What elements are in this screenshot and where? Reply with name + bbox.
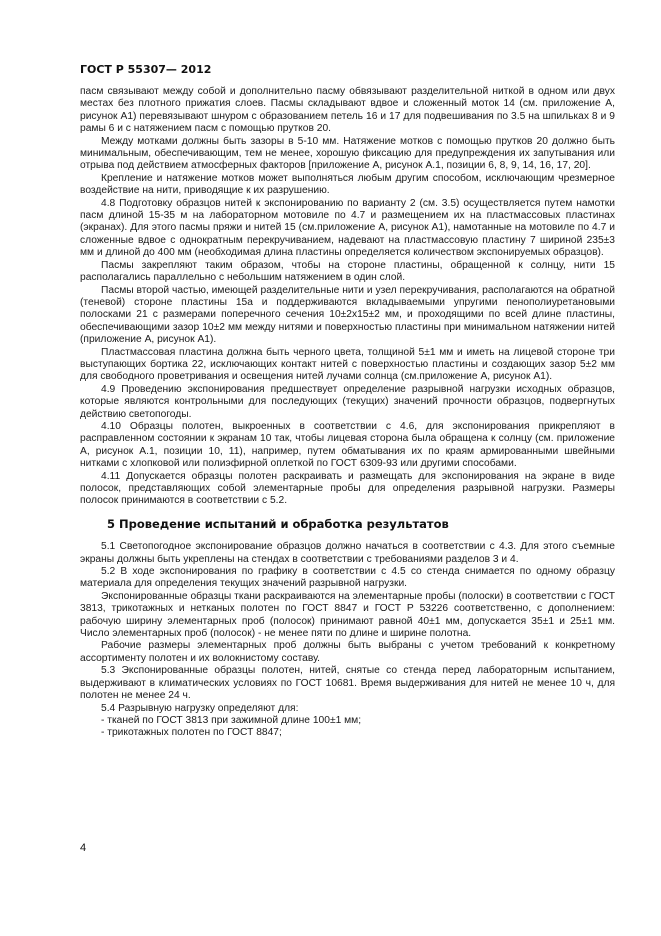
page-number: 4 <box>80 842 87 854</box>
paragraph-5-1: 5.1 Светопогодное экспонирование образцов должно начаться в соответствии с 4.3. Для этого съемные экраны должны быть укреплены на стендах в соответствии с требованиями разделов 3 и 4. <box>80 541 615 565</box>
paragraph: Пластмассовая пластина должна быть черного цвета, толщиной 5±1 мм и иметь на лицевой стороне три выступающих бортика 22, исключающих контакт нитей с поверхностью пластины и создающих зазор 5±2 мм для свободного проветривания и освещения нитей лучами солнца (см.приложение А, рисунок А1). <box>80 346 615 383</box>
document-header: ГОСТ Р 55307— 2012 <box>80 63 212 76</box>
document-body <box>80 86 615 740</box>
list-item: - тканей по ГОСТ 3813 при зажимной длине 100±1 мм; <box>101 714 362 726</box>
paragraph: Пасмы закрепляют таким образом, чтобы на стороне пластины, обращенной к солнцу, нити 15 располагались параллельно с небольшим натяжением в один слой. <box>80 259 615 284</box>
paragraph-5-4: 5.4 Разрывную нагрузку определяют для: <box>101 702 299 714</box>
paragraph-4-9: 4.9 Проведению экспонирования предшествует определение разрывной нагрузки исходных образцов, которые являются контрольными для последующих (текущих) значений прочности образцов, подвергнутых действию светопогоды. <box>80 383 615 420</box>
section-5-title: 5 Проведение испытаний и обработка результатов <box>107 516 449 531</box>
paragraph: Крепление и натяжение мотков может выполняться любым другим способом, исключающим чрезмерное воздействие на нити, приводящие к их разрушению. <box>80 172 615 197</box>
paragraph-4-10: 4.10 Образцы полотен, выкроенных в соответствии с 4.6, для экспонирования прикрепляют в расправленном состоянии к экранам 10 так, чтобы лицевая сторона была обращена к солнцу (см. приложение А, рисунок А.1, позиции 10, 11), например, путем обматывания их по краям армированными швейными нитками с хлопковой или полиэфирной оплеткой по ГОСТ 6309-93 или другими способами. <box>80 420 615 470</box>
paragraph: пасм связывают между собой и дополнительно пасму обвязывают разделительной ниткой в одном или двух местах без плотного прижатия слоев. Пасмы складывают вдвое и сложенный моток 14 (см. приложение А, рисунок А1) перевязывают шнуром с образованием петель 16 и 17 для подвешивания по 3.5 на шпильках 8 и 9 рамы 6 и с натяжением пасм с помощью прутков 20. <box>80 86 615 135</box>
list-item: - трикотажных полотен по ГОСТ 8847; <box>101 727 282 739</box>
paragraph: Рабочие размеры элементарных проб должны быть выбраны с учетом требований к конкретному ассортименту полотен и их волокнистому составу. <box>80 640 615 664</box>
paragraph-4-11: 4.11 Допускается образцы полотен раскраивать и размещать для экспонирования на экране в виде полосок, представляющих собой элементарные пробы для определения разрывной нагрузки. Размеры полосок принимаются в соответствии с 5.2. <box>80 470 615 507</box>
paragraph-5-2: 5.2 В ходе экспонирования по графику в соответствии с 4.5 со стенда снимается по одному образцу материала для определения текущих значений разрывной нагрузки. <box>80 566 615 590</box>
paragraph: Экспонированные образцы ткани раскраиваются на элементарные пробы (полоски) в соответствии с ГОСТ 3813, трикотажных и нетканых полотен по ГОСТ 8847 и ГОСТ Р 53226 соответственно, с дополнением: рабочую ширину элементарных проб (полосок) принимают равной 40±1 мм, допускается 35±1 и 25±1 мм. Число элементарных проб (полосок) - не менее пяти по длине и ширине полотна. <box>80 590 615 640</box>
paragraph-5-3: 5.3 Экспонированные образцы полотен, нитей, снятые со стенда перед лабораторным испытанием, выдерживают в климатических условиях по ГОСТ 10681. Время выдерживания для нитей не менее 10 ч, для полотен не менее 24 ч. <box>80 665 615 702</box>
paragraph: Пасмы второй частью, имеющей разделительные нити и узел перекручивания, располагаются на обратной (теневой) стороне пластины 15а и поддерживаются вкладываемыми упругими пенополиуретановыми полосками 21 с размерами поперечного сечения 10±2х15±2 мм, и проходящими по всей длине пластины, обеспечивающими зазор 10±2 мм между нитями и поверхностью пластины при минимальном натяжении нитей (приложение А, рисунок А1). <box>80 284 615 346</box>
paragraph: Между мотками должны быть зазоры в 5-10 мм. Натяжение мотков с помощью прутков 20 должно быть минимальным, обеспечивающим, тем не менее, хорошую фиксацию для предупреждения их запутывания или отрыва под действием атмосферных факторов [приложение А, рисунок А.1, позиции 6, 8, 9, 14, 16, 17, 20]. <box>80 135 615 172</box>
paragraph-4-8: 4.8 Подготовку образцов нитей к экспонированию по варианту 2 (см. 3.5) осуществляется путем намотки пасм длиной 15-35 м на лабораторном мотовиле по 4.7 и размещением их на пластмассовых пластинах (экранах). Для этого пасмы пряжи и нитей 15 (см.приложение А, рисунок А1), намотанные на мотовиле по 4.7 и сложенные вдвое с однократным перекручиванием, надевают на пластмассовую пластину 7 шириной 235±3 мм и длиной до 400 мм (необходимая длина пластины определяется количеством экспонируемых образцов). <box>80 197 615 259</box>
